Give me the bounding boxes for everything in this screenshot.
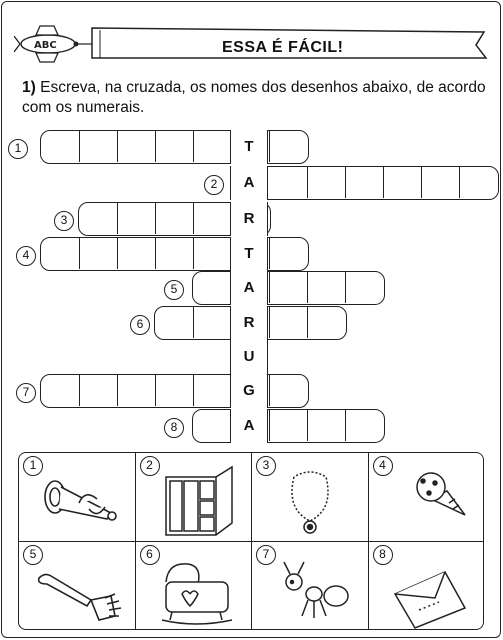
crossword-row-4 <box>40 237 309 271</box>
crossword-row-8 <box>192 409 385 443</box>
key-letter: G <box>230 374 268 408</box>
row-number-badge: 7 <box>16 383 36 403</box>
crossword-row-5 <box>192 271 385 305</box>
crossword-cell[interactable] <box>421 167 459 198</box>
row-number-badge: 5 <box>164 280 184 300</box>
crossword-cell[interactable] <box>41 375 79 406</box>
crossword-cell[interactable] <box>345 167 383 198</box>
crossword-cell[interactable] <box>269 238 307 269</box>
key-letter: A <box>230 271 268 305</box>
key-letter: A <box>230 409 268 443</box>
picture-number-badge: 3 <box>256 456 276 476</box>
row-number-badge: 8 <box>164 418 184 438</box>
picture-cell-3 <box>252 453 369 542</box>
crossword-cell[interactable] <box>193 131 231 162</box>
picture-grid <box>18 452 484 630</box>
row-number-badge: 3 <box>54 211 74 231</box>
crossword-cell[interactable] <box>41 131 79 162</box>
crossword-cell[interactable] <box>269 272 307 303</box>
crossword-cell[interactable] <box>79 131 117 162</box>
crossword-cell[interactable] <box>117 238 155 269</box>
key-letter: T <box>230 130 268 164</box>
crossword-row-1 <box>40 130 309 164</box>
crossword-cell[interactable] <box>269 131 307 162</box>
picture-cell-6 <box>136 542 253 630</box>
crossword-row-2 <box>230 166 499 200</box>
crossword-cell[interactable] <box>345 272 383 303</box>
crossword-cell[interactable] <box>193 307 231 338</box>
row-number-badge: 2 <box>204 175 224 195</box>
crossword-cell[interactable] <box>155 203 193 234</box>
key-letter: A <box>230 166 268 200</box>
crossword-cell[interactable] <box>193 238 231 269</box>
crossword-cell[interactable] <box>79 375 117 406</box>
crossword-cell[interactable] <box>307 410 345 441</box>
picture-number-badge: 4 <box>373 456 393 476</box>
crossword-cell[interactable] <box>269 307 307 338</box>
instruction-number: 1) <box>22 79 36 96</box>
picture-cell-1 <box>19 453 136 542</box>
picture-number-badge: 8 <box>373 545 393 565</box>
crossword-row-7 <box>40 374 309 408</box>
picture-number-badge: 5 <box>23 545 43 565</box>
crossword-cell[interactable] <box>41 238 79 269</box>
key-letter: U <box>230 340 268 374</box>
airplane-icon <box>14 26 79 62</box>
row-number-badge: 6 <box>130 315 150 335</box>
crossword-cell[interactable] <box>193 203 231 234</box>
crossword-cell[interactable] <box>345 410 383 441</box>
picture-number-badge: 1 <box>23 456 43 476</box>
crossword-cell[interactable] <box>269 410 307 441</box>
crossword-cell[interactable] <box>117 131 155 162</box>
picture-cell-2 <box>136 453 253 542</box>
crossword-cell[interactable] <box>307 167 345 198</box>
picture-number-badge: 7 <box>256 545 276 565</box>
key-letter: R <box>230 306 268 340</box>
crossword-cell[interactable] <box>307 307 345 338</box>
crossword-cell[interactable] <box>117 203 155 234</box>
header-banner <box>14 18 494 74</box>
picture-cell-7 <box>252 542 369 630</box>
crossword-cell[interactable] <box>193 375 231 406</box>
instruction-text: Escreva, na cruzada, os nomes dos desenhos abaixo, de acordo com os numerais. <box>22 79 486 116</box>
crossword-cell[interactable] <box>155 307 193 338</box>
crossword-cell[interactable] <box>79 203 117 234</box>
crossword-cell[interactable] <box>155 375 193 406</box>
picture-cell-5 <box>19 542 136 630</box>
crossword-cell[interactable] <box>269 167 307 198</box>
picture-number-badge: 6 <box>140 545 160 565</box>
crossword-cell[interactable] <box>79 238 117 269</box>
crossword-cell[interactable] <box>193 272 231 303</box>
page-title: ESSA É FÁCIL! <box>222 39 344 56</box>
crossword-cell[interactable] <box>193 410 231 441</box>
picture-number-badge: 2 <box>140 456 160 476</box>
crossword-cell[interactable] <box>155 131 193 162</box>
crossword-cell[interactable] <box>155 238 193 269</box>
crossword-cell[interactable] <box>117 375 155 406</box>
crossword-cell[interactable] <box>269 375 307 406</box>
row-number-badge: 4 <box>16 246 36 266</box>
picture-cell-4 <box>369 453 485 542</box>
crossword-cell[interactable] <box>383 167 421 198</box>
row-number-badge: 1 <box>8 139 28 159</box>
key-letter: R <box>230 202 268 236</box>
crossword-cell[interactable] <box>307 272 345 303</box>
airplane-logo-letters: ABC <box>34 40 57 51</box>
crossword-cell[interactable] <box>459 167 497 198</box>
instruction <box>22 78 492 118</box>
picture-cell-8 <box>369 542 485 630</box>
key-letter: T <box>230 237 268 271</box>
